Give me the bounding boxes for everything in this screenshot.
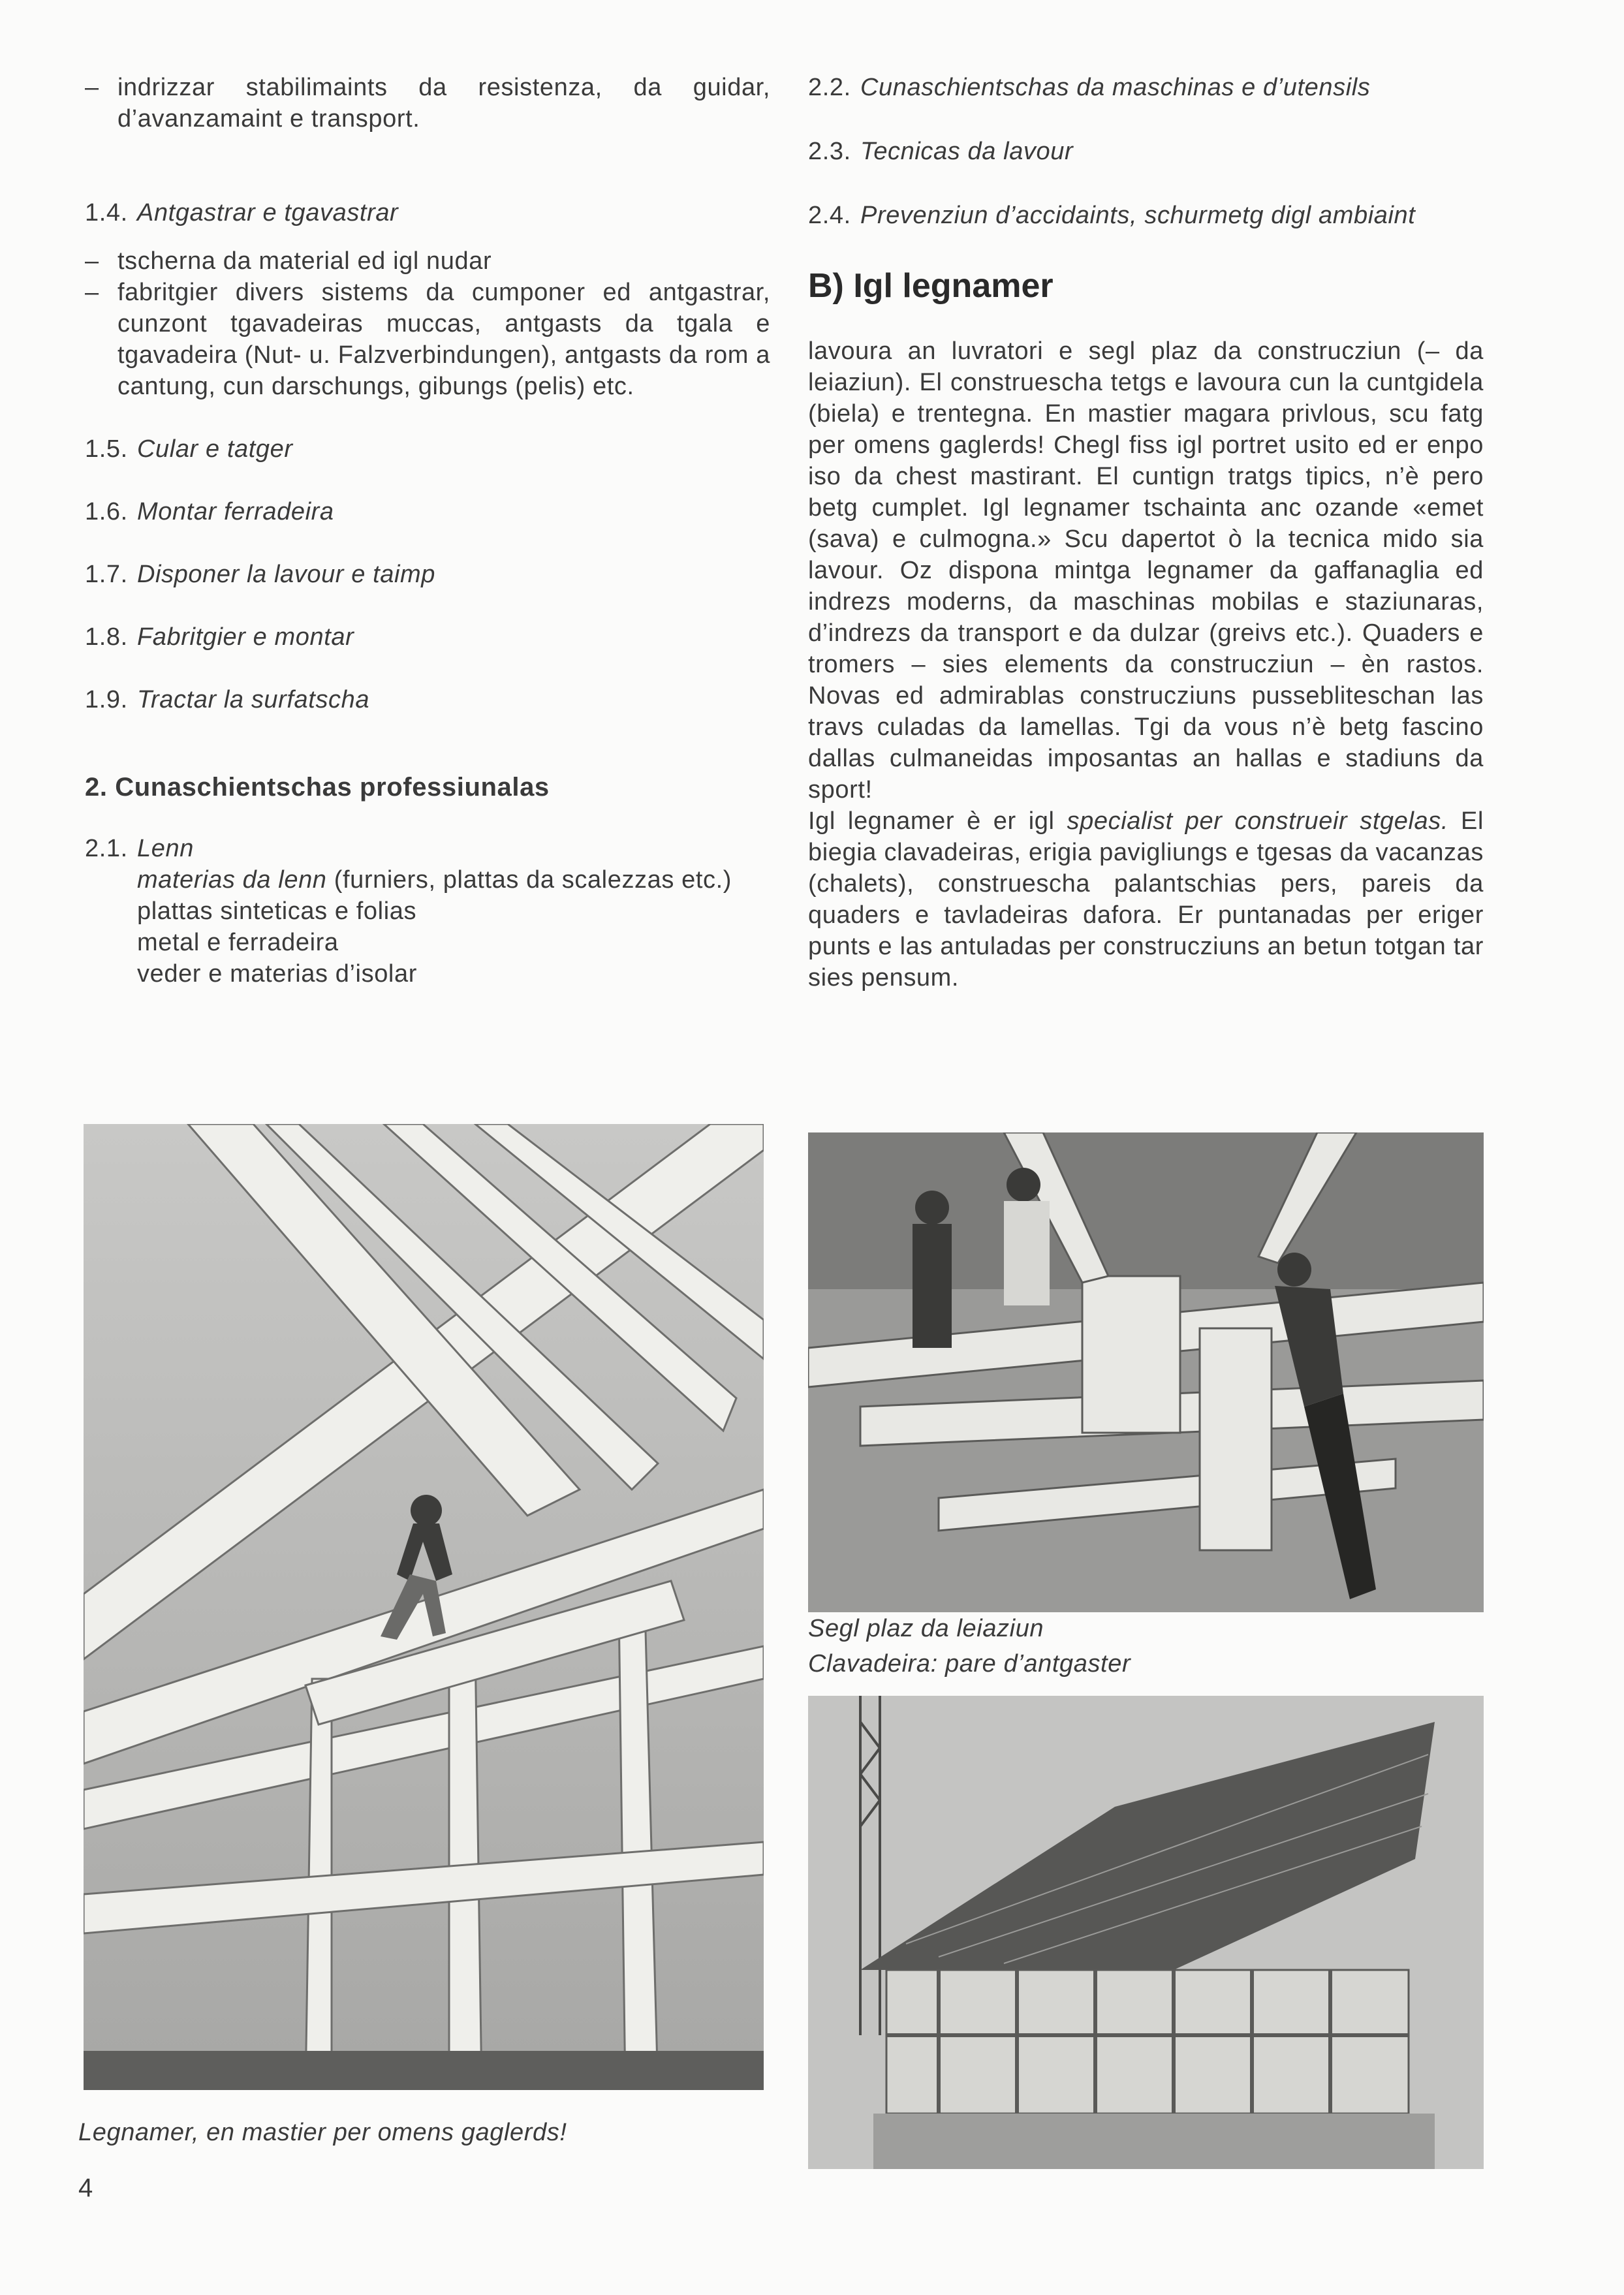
section-number: 1.5. bbox=[85, 435, 128, 463]
section-heading bbox=[85, 433, 770, 465]
section-number: 2.3. bbox=[808, 138, 851, 165]
photo-leiaziun-yard bbox=[808, 1132, 1484, 1612]
photo-caption: Segl plaz da leiaziun bbox=[808, 1615, 1044, 1642]
section-heading bbox=[808, 72, 1484, 103]
section-heading bbox=[85, 621, 770, 653]
section-heading bbox=[85, 496, 770, 527]
section-title: Tractar la surfatscha bbox=[137, 686, 370, 713]
photo-caption: Legnamer, en mastier per omens gaglerds! bbox=[78, 2119, 567, 2146]
bullet-dash: – bbox=[85, 247, 99, 275]
section-1-4-heading bbox=[85, 197, 770, 228]
section-title: Lenn bbox=[137, 835, 194, 862]
section-number: 1.6. bbox=[85, 498, 128, 525]
section-title: Tecnicas da lavour bbox=[860, 138, 1074, 165]
section-title: Cunaschientschas da maschinas e d’utensils bbox=[860, 74, 1371, 101]
section-heading bbox=[85, 684, 770, 715]
section-number: 2.4. bbox=[808, 202, 851, 229]
section-title: Montar ferradeira bbox=[137, 498, 334, 525]
section-2-1-heading bbox=[85, 833, 770, 864]
section-b-heading: B) Igl legnamer bbox=[808, 267, 1054, 305]
section-heading bbox=[808, 200, 1484, 231]
bullet-dash: – bbox=[85, 74, 99, 101]
paragraph bbox=[808, 805, 1484, 993]
photo-roof-framing bbox=[84, 1124, 764, 2090]
section-number: 1.8. bbox=[85, 623, 128, 651]
section-number: 1.7. bbox=[85, 561, 128, 588]
section-title: Fabritgier e montar bbox=[137, 623, 354, 651]
bullet-item bbox=[85, 245, 770, 277]
section-title: Prevenziun d’accidaints, schurmetg digl ambiaint bbox=[860, 202, 1416, 229]
top-bullet-text: indrizzar stabilimaints da resistenza, da guidar, d’avanzamaint e transport. bbox=[117, 74, 770, 133]
bullet-text: tscherna da material ed igl nudar bbox=[117, 247, 492, 275]
list-item: materias da lenn (furniers, plattas da scalezzas etc.) bbox=[137, 866, 732, 894]
section-heading bbox=[85, 559, 770, 590]
section-number: 1.9. bbox=[85, 686, 128, 713]
paragraph: lavoura an luvratori e segl plaz da construcziun (– da leiaziun). El construescha tetgs e lavoura cun la cuntgidela (biela) e trentegna. En mastier magara privlous, scu fatg per omens gaglerds! Chegl fiss igl portret usito ed er enpo iso da chest mastirant. El cuntign tratgs tipics, n’è pero betg cumplet. Igl legnamer tschainta anc ozande «emet (sava) e culmogna.» Scu dapertot ò la tecnica mido sia lavour. Oz dispona mintga legnamer da gaffanaglia ed indrezs moderns, da maschinas mobilas e staziunaras, d’indrezs da transport e da dulzar (greivs etc.). Quaders e tromers – sies elements da construcziun – èn rastos. Novas ed admirablas construcziuns pussebliteschan las travs culadas da lamellas. Tgi da vous n’è betg fascino dallas culmaneidas imposantas an hallas e stadiuns da sport! bbox=[808, 337, 1484, 804]
right-column bbox=[808, 72, 1484, 993]
section-number: 1.4. bbox=[85, 199, 128, 226]
emphasis-text: specialist per construeir stgelas. bbox=[1067, 807, 1449, 835]
list-item: plattas sinteticas e folias bbox=[137, 898, 417, 925]
section-title: Antgastrar e tgavastrar bbox=[137, 199, 399, 226]
section-number: 2.1. bbox=[85, 835, 128, 862]
list-item: veder e materias d’isolar bbox=[137, 960, 417, 988]
paragraph-text: Igl legnamer è er igl bbox=[808, 807, 1067, 835]
section-title: Cular e tatger bbox=[137, 435, 293, 463]
left-column bbox=[85, 72, 770, 990]
paragraph-text: El biegia clavadeiras, erigia pavigliungs e tgesas da vacanzas (chalets), construescha palantschias pers, pareis da quaders e tavladeiras dafora. Er puntanadas per eriger punts e las antuladas per construcziuns an betun totgan tar sies pensum. bbox=[808, 807, 1484, 991]
section-number: 2.2. bbox=[808, 74, 851, 101]
list-item: metal e ferradeira bbox=[137, 929, 339, 956]
photo-caption: Clavadeira: pare d’antgaster bbox=[808, 1650, 1131, 1678]
section-2-1-list bbox=[85, 864, 770, 990]
bullet-item bbox=[85, 277, 770, 402]
top-bullet bbox=[85, 72, 770, 134]
photo-house-frame bbox=[808, 1696, 1484, 2169]
bullet-text: fabritgier divers sistems da cumponer ed antgastrar, cunzont tgavadeiras muccas, antgasts da tgala e tgavadeira (Nut- u. Falzverbindungen), antgasts da rom a cantung, cun darschungs, gibungs (pelis) etc. bbox=[117, 279, 770, 400]
section-heading bbox=[808, 136, 1484, 167]
section-2-heading: 2. Cunaschientschas professiunalas bbox=[85, 773, 550, 802]
page-number: 4 bbox=[78, 2174, 93, 2202]
bullet-dash: – bbox=[85, 279, 99, 306]
section-title: Disponer la lavour e taimp bbox=[137, 561, 436, 588]
